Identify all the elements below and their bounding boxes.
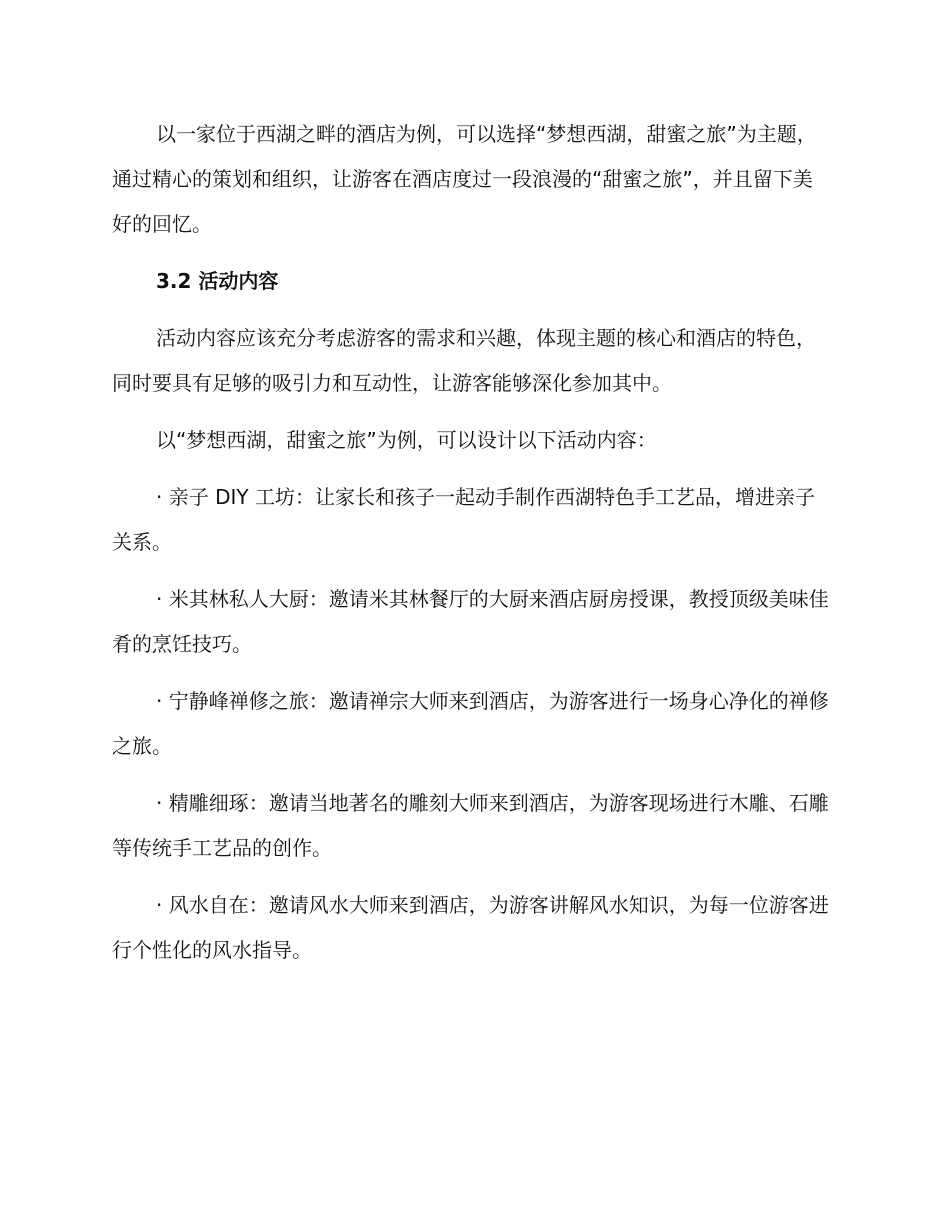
section-heading: 3.2 活动内容 [156, 269, 279, 293]
activity-list-item: · 宁静峰禅修之旅：邀请禅宗大师来到酒店，为游客进行一场身心净化的禅修之旅。 [112, 689, 829, 758]
activity-list-item: · 亲子 DIY 工坊：让家长和孩子一起动手制作西湖特色手工艺品，增进亲子关系。 [112, 485, 815, 554]
activity-example-intro: 以“梦想西湖，甜蜜之旅”为例，可以设计以下活动内容： [156, 428, 657, 452]
activity-list-item: · 米其林私人大厨：邀请米其林餐厅的大厨来酒店厨房授课，教授顶级美味佳肴的烹饪技巧。 [112, 587, 829, 656]
intro-paragraph: 以一家位于西湖之畔的酒店为例，可以选择“梦想西湖，甜蜜之旅”为主题，通过精心的策划和组织，让游客在酒店度过一段浪漫的“甜蜜之旅”，并且留下美好的回忆。 [112, 122, 817, 236]
activity-overview-paragraph: 活动内容应该充分考虑游客的需求和兴趣，体现主题的核心和酒店的特色，同时要具有足够的吸引力和互动性，让游客能够深化参加其中。 [112, 326, 816, 395]
document-body [112, 112, 830, 985]
activity-list-item: · 风水自在：邀请风水大师来到酒店，为游客讲解风水知识，为每一位游客进行个性化的风水指导。 [112, 893, 829, 962]
activity-list-item: · 精雕细琢：邀请当地著名的雕刻大师来到酒店，为游客现场进行木雕、石雕等传统手工艺品的创作。 [112, 791, 829, 860]
